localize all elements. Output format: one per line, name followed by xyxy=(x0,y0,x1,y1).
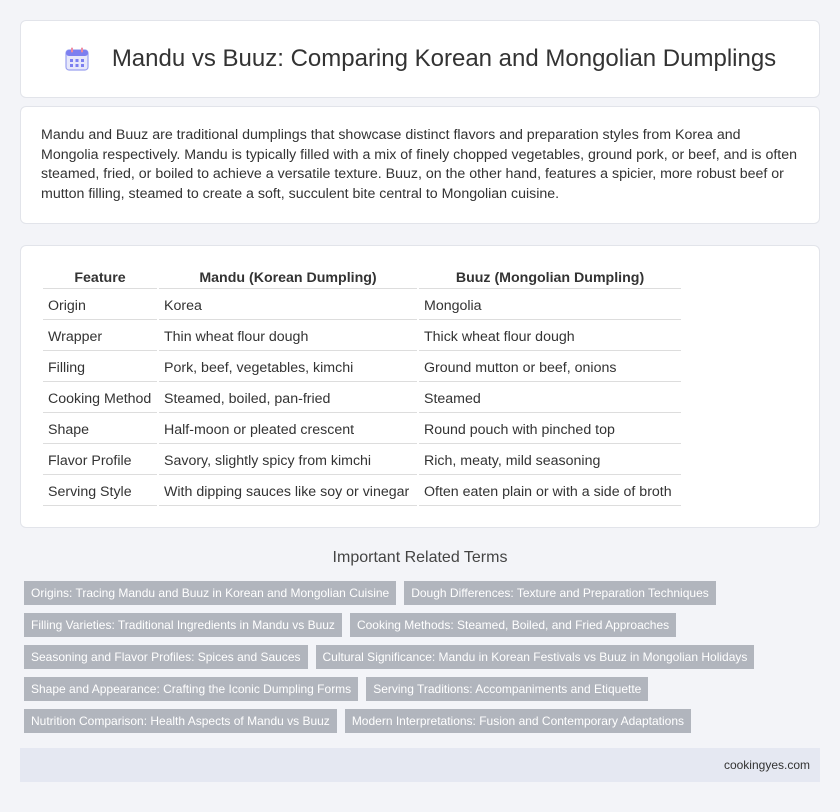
table-cell: Rich, meaty, mild seasoning xyxy=(419,446,681,475)
page-title: Mandu vs Buuz: Comparing Korean and Mongolian Dumplings xyxy=(111,45,777,72)
related-terms-row xyxy=(24,613,814,637)
footer xyxy=(20,748,820,782)
related-term-tag[interactable]: Modern Interpretations: Fusion and Contemporary Adaptations xyxy=(345,709,691,733)
related-term-tag[interactable]: Nutrition Comparison: Health Aspects of Mandu vs Buuz xyxy=(24,709,337,733)
table-row xyxy=(43,384,681,413)
table-cell: Round pouch with pinched top xyxy=(419,415,681,444)
related-terms-list xyxy=(24,581,814,741)
table-cell: Korea xyxy=(159,291,417,320)
table-header-cell: Feature xyxy=(43,266,157,289)
related-term-tag[interactable]: Dough Differences: Texture and Preparation Techniques xyxy=(404,581,716,605)
table-cell: Filling xyxy=(43,353,157,382)
related-term-tag[interactable]: Cooking Methods: Steamed, Boiled, and Fried Approaches xyxy=(350,613,676,637)
table-row xyxy=(43,446,681,475)
related-term-tag[interactable]: Filling Varieties: Traditional Ingredients in Mandu vs Buuz xyxy=(24,613,342,637)
comparison-table-card xyxy=(20,245,820,528)
table-header-cell: Buuz (Mongolian Dumpling) xyxy=(419,266,681,289)
related-terms-row xyxy=(24,709,814,733)
table-cell: Wrapper xyxy=(43,322,157,351)
related-term-tag[interactable]: Origins: Tracing Mandu and Buuz in Korean and Mongolian Cuisine xyxy=(24,581,396,605)
related-terms-row xyxy=(24,645,814,669)
related-term-tag[interactable]: Shape and Appearance: Crafting the Iconic Dumpling Forms xyxy=(24,677,358,701)
table-cell: Pork, beef, vegetables, kimchi xyxy=(159,353,417,382)
related-term-tag[interactable]: Seasoning and Flavor Profiles: Spices and Sauces xyxy=(24,645,308,669)
table-cell: Ground mutton or beef, onions xyxy=(419,353,681,382)
table-cell: Thin wheat flour dough xyxy=(159,322,417,351)
table-row xyxy=(43,291,681,320)
related-terms-row xyxy=(24,677,814,701)
related-terms-row xyxy=(24,581,814,605)
table-cell: Steamed, boiled, pan-fried xyxy=(159,384,417,413)
table-cell: Often eaten plain or with a side of broth xyxy=(419,477,681,506)
table-row xyxy=(43,353,681,382)
related-terms-title: Important Related Terms xyxy=(332,549,508,566)
comparison-table xyxy=(41,264,683,508)
related-term-tag[interactable]: Serving Traditions: Accompaniments and Etiquette xyxy=(366,677,648,701)
table-cell: Flavor Profile xyxy=(43,446,157,475)
table-cell: Cooking Method xyxy=(43,384,157,413)
intro-text: Mandu and Buuz are traditional dumplings that showcase distinct flavors and preparation styles from Korea and Mongolia respectively. Mandu is typically filled with a mix of finely chopped vegetables, ground pork, or beef, and is often steamed, fried, or boiled to achieve a versatile texture. Buuz, on the other hand, features a spicier, more robust beef or mutton filling, steamed to create a soft, succulent bite central to Mongolian cuisine. xyxy=(41,127,798,202)
table-cell: Origin xyxy=(43,291,157,320)
table-cell: With dipping sauces like soy or vinegar xyxy=(159,477,417,506)
header-card xyxy=(20,20,820,98)
table-cell: Steamed xyxy=(419,384,681,413)
table-cell: Thick wheat flour dough xyxy=(419,322,681,351)
table-cell: Half-moon or pleated crescent xyxy=(159,415,417,444)
table-row xyxy=(43,322,681,351)
related-term-tag[interactable]: Cultural Significance: Mandu in Korean Festivals vs Buuz in Mongolian Holidays xyxy=(316,645,755,669)
table-body xyxy=(43,291,681,506)
intro-card xyxy=(20,106,820,224)
table-header-cell: Mandu (Korean Dumpling) xyxy=(159,266,417,289)
table-cell: Serving Style xyxy=(43,477,157,506)
calendar-grid-icon xyxy=(64,46,90,72)
table-header-row xyxy=(43,266,681,289)
table-row xyxy=(43,415,681,444)
table-cell: Mongolia xyxy=(419,291,681,320)
table-cell: Savory, slightly spicy from kimchi xyxy=(159,446,417,475)
footer-site[interactable]: cookingyes.com xyxy=(723,758,810,772)
table-row xyxy=(43,477,681,506)
table-cell: Shape xyxy=(43,415,157,444)
